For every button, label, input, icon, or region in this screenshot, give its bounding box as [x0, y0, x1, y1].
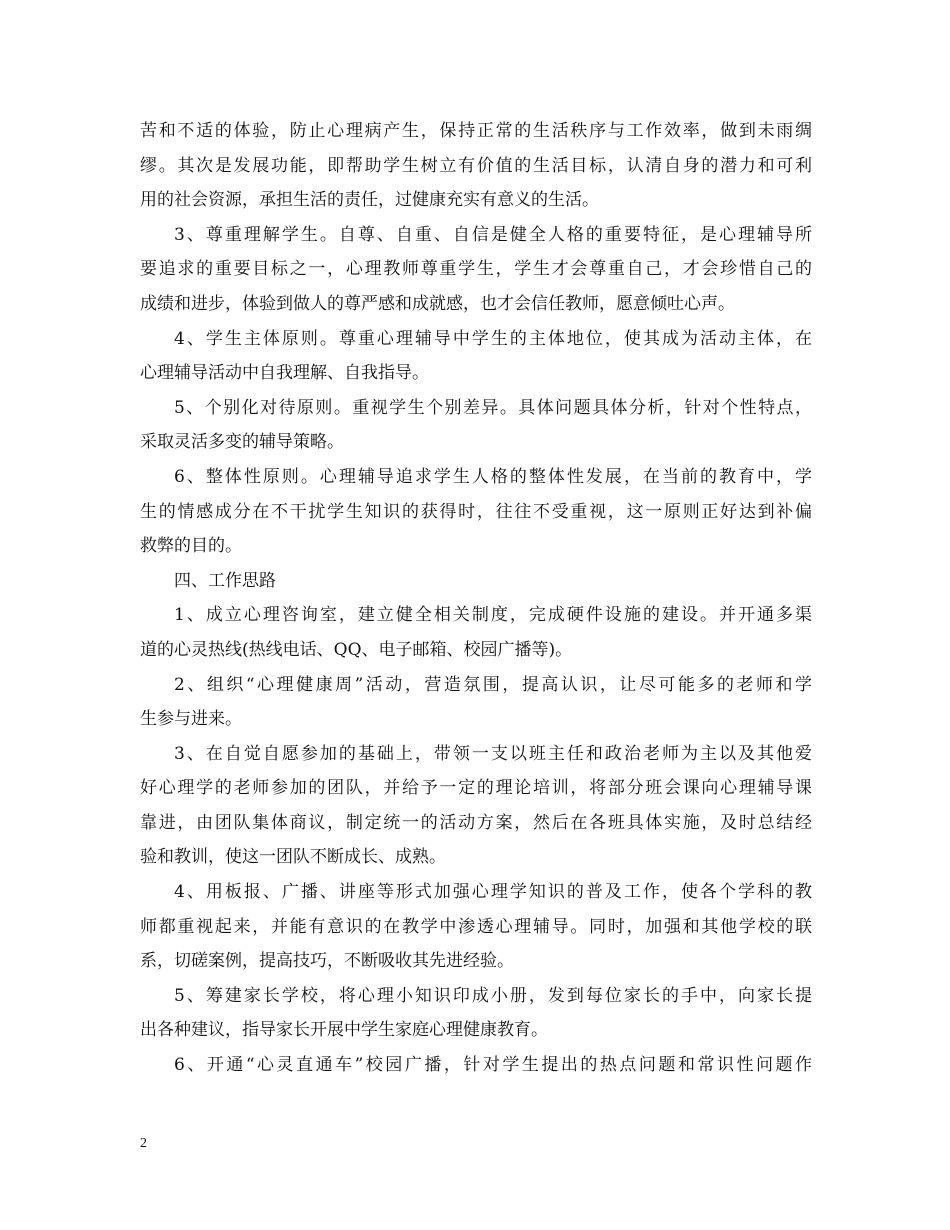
text-line: 道的心灵热线(热线电话、QQ、电子邮箱、校园广播等)。: [140, 639, 573, 660]
text-line: 靠进，由团队集体商议，制定统一的活动方案，然后在各班具体实施，及时总结经: [140, 812, 812, 833]
text-line: 师都重视起来，并能有意识的在教学中渗透心理辅导。同时，加强和其他学校的联: [140, 916, 812, 937]
section-heading: 四、工作思路: [174, 570, 276, 591]
text-line: 采取灵活多变的辅导策略。: [140, 432, 344, 453]
text-line: 缪。其次是发展功能，即帮助学生树立有价值的生活目标，认清自身的潜力和可利: [140, 155, 812, 176]
text-line: 成绩和进步，体验到做人的尊严感和成就感，也才会信任教师，愿意倾吐心声。: [140, 293, 735, 314]
text-line: 6、整体性原则。心理辅导追求学生人格的整体性发展，在当前的教育中，学: [174, 466, 812, 487]
text-line: 系，切磋案例，提高技巧，不断吸收其先进经验。: [140, 951, 514, 972]
text-line: 验和教训，使这一团队不断成长、成熟。: [140, 847, 446, 868]
text-line: 4、学生主体原则。尊重心理辅导中学生的主体地位，使其成为活动主体，在: [174, 328, 812, 349]
text-line: 用的社会资源，承担生活的责任，过健康充实有意义的生活。: [140, 190, 599, 211]
text-line: 救弊的目的。: [140, 536, 242, 557]
text-line: 出各种建议，指导家长开展中学生家庭心理健康教育。: [140, 1020, 548, 1041]
page-number: 2: [140, 1136, 147, 1151]
text-line: 4、用板报、广播、讲座等形式加强心理学知识的普及工作，使各个学科的教: [174, 882, 812, 903]
text-line: 5、个别化对待原则。重视学生个别差异。具体问题具体分析，针对个性特点，: [174, 397, 812, 418]
text-line: 1、成立心理咨询室，建立健全相关制度，完成硬件设施的建设。并开通多渠: [174, 605, 812, 626]
text-line: 2、组织“心理健康周”活动，营造氛围，提高认识，让尽可能多的老师和学: [174, 674, 812, 695]
text-line: 好心理学的老师参加的团队，并给予一定的理论培训，将部分班会课向心理辅导课: [140, 778, 812, 799]
text-line: 3、尊重理解学生。自尊、自重、自信是健全人格的重要特征，是心理辅导所: [174, 224, 812, 245]
text-line: 3、在自觉自愿参加的基础上，带领一支以班主任和政治老师为主以及其他爱: [174, 743, 812, 764]
text-line: 生的情感成分在不干扰学生知识的获得时，往往不受重视，这一原则正好达到补偏: [140, 501, 812, 522]
text-line: 苦和不适的体验，防止心理病产生，保持正常的生活秩序与工作效率，做到未雨绸: [140, 121, 812, 141]
text-line: 6、开通“心灵直通车”校园广播，针对学生提出的热点问题和常识性问题作: [174, 1055, 812, 1076]
text-line: 心理辅导活动中自我理解、自我指导。: [140, 363, 429, 384]
text-line: 要追求的重要目标之一，心理教师尊重学生，学生才会尊重自己，才会珍惜自己的: [140, 259, 812, 280]
text-line: 生参与进来。: [140, 709, 242, 730]
text-line: 5、筹建家长学校，将心理小知识印成小册，发到每位家长的手中，向家长提: [174, 985, 812, 1006]
document-body: [140, 114, 812, 1083]
